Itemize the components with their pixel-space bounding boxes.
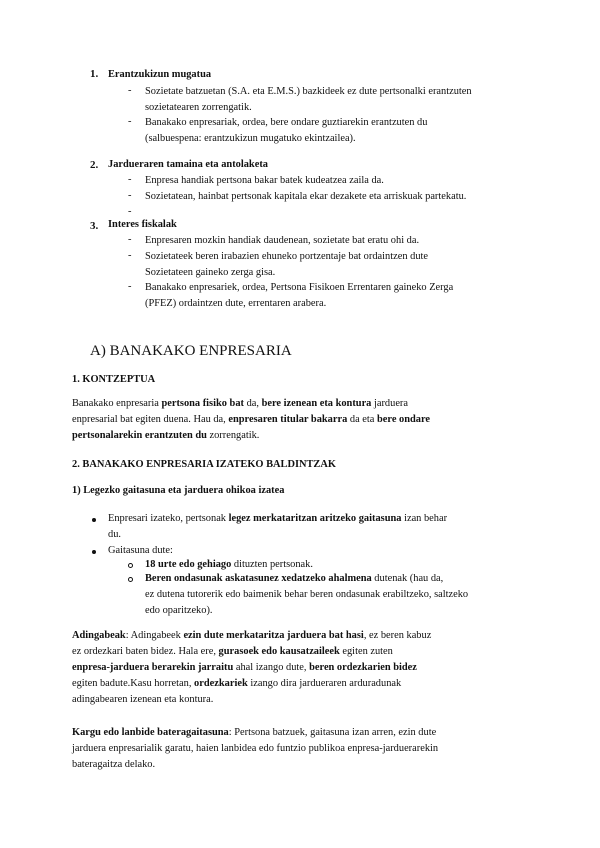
list-item-line: Sozietatean, hainbat pertsonak kapitala ekar dezakete eta arriskuak partekatu. — [145, 191, 467, 202]
adingabeak-label: Adingabeak — [72, 630, 126, 641]
paragraph-line: adingabearen izenean eta kontura. — [72, 694, 214, 705]
text-bold: legez merkataritzan aritzeko gaitasuna — [228, 513, 402, 524]
section-2-title: Jardueraren tamaina eta antolaketa — [108, 159, 268, 170]
bullet-line: Gaitasuna dute: — [108, 545, 173, 556]
text: ez ordezkari baten bidez. Hala ere, — [72, 646, 219, 657]
text: Banakako enpresaria — [72, 398, 162, 409]
kargu-label: Kargu edo lanbide bateragaitasuna — [72, 727, 229, 738]
text-bold: pertsonalarekin erantzuten du — [72, 430, 207, 441]
sub-bullet-line: ez dutena tutorerik edo baimenik behar beren ondasunak erabiltzeko, saltzeko — [145, 589, 469, 600]
text-bold: enpresa-jarduera berarekin jarraitu — [72, 662, 234, 673]
paragraph-line — [72, 396, 408, 412]
paragraph-line: jarduera enpresarialik garatu, haien lanbidea edo funtzio publikoa enpresa-jarduerarekin — [72, 743, 439, 754]
section-1-title: Erantzukizun mugatua — [108, 69, 212, 80]
sub-bullet-line — [145, 571, 443, 587]
section-1-number: 1. — [90, 68, 99, 80]
section-3-title: Interes fiskalak — [108, 219, 177, 230]
paragraph-line — [72, 428, 259, 444]
list-dash: - — [128, 190, 132, 201]
list-dash: - — [128, 85, 132, 96]
list-item-line: Banakako enpresariak, ordea, bere ondare guztiarekin erantzuten du — [145, 117, 428, 128]
bullet-line — [108, 511, 447, 527]
section-3-number: 3. — [90, 220, 99, 232]
text: ahal izango dute, — [233, 662, 310, 673]
bullet-dot — [92, 518, 96, 522]
section-2-number: 2. — [90, 159, 99, 171]
text-bold: bere ondare — [377, 414, 431, 425]
paragraph-line — [72, 644, 393, 660]
paragraph-line — [72, 412, 430, 428]
text: : Pertsona batzuek, gaitasuna izan arren, ezin dute — [228, 727, 437, 738]
text-bold: beren ordezkarien bidez — [309, 662, 417, 673]
text: egiten badute.Kasu horretan, — [72, 678, 195, 689]
text: izan behar — [401, 513, 448, 524]
text-bold: Beren ondasunak askatasunez xedatzeko ahalmena — [145, 573, 372, 584]
text: egiten zuten — [339, 646, 393, 657]
text: jarduera — [371, 398, 409, 409]
text: enpresarial bat egiten duena. Hau da, — [72, 414, 229, 425]
bullet-line: du. — [108, 529, 121, 540]
list-item-line: Enpresaren mozkin handiak daudenean, sozietate bat eratu ohi da. — [145, 235, 420, 246]
text: dutenak (hau da, — [371, 573, 444, 584]
text-bold: ordezkariek — [194, 678, 248, 689]
list-dash: - — [128, 250, 132, 261]
sub-bullet-line: edo oparitzeko). — [145, 605, 213, 616]
text-bold: gurasoek edo kausatzaileek — [218, 646, 340, 657]
list-dash-empty: - — [128, 206, 132, 217]
bullet-circle — [128, 563, 133, 568]
text-bold: enpresaren titular bakarra — [228, 414, 348, 425]
list-dash: - — [128, 174, 132, 185]
text-bold: 18 urte edo gehiago — [145, 559, 232, 570]
text: izango dira jardueraren arduradunak — [247, 678, 402, 689]
list-item-line: (PFEZ) ordaintzen dute, errentaren arabera. — [145, 298, 327, 309]
list-item-line: sozietatearen zorrengatik. — [145, 102, 252, 113]
list-item-line: Banakako enpresariek, ordea, Pertsona Fisikoen Errentaren gaineko Zerga — [145, 282, 454, 293]
list-item-line: (salbuespena: erantzukizun mugatuko ekintzailea). — [145, 133, 356, 144]
paragraph-line — [72, 676, 401, 692]
list-item-line: Enpresa handiak pertsona bakar batek kudeatzea zaila da. — [145, 175, 384, 186]
heading-banakako-enpresaria: A) BANAKAKO ENPRESARIA — [90, 343, 292, 359]
heading-baldintzak: 2. BANAKAKO ENPRESARIA IZATEKO BALDINTZAK — [72, 459, 336, 470]
paragraph-line: bateragaitza delako. — [72, 759, 156, 770]
bullet-circle — [128, 577, 133, 582]
text: zorrengatik. — [206, 430, 260, 441]
bullet-dot — [92, 550, 96, 554]
text: dituzten pertsonak. — [231, 559, 313, 570]
list-item-line: Sozietateek beren irabazien ehuneko portzentaje bat ordaintzen dute — [145, 251, 429, 262]
text-bold: pertsona fisiko bat — [161, 398, 244, 409]
subheading-legezko-gaitasuna: 1) Legezko gaitasuna eta jarduera ohikoa izatea — [72, 485, 285, 496]
paragraph-line — [72, 660, 417, 676]
text: da eta — [347, 414, 378, 425]
list-item-line: Sozietate batzuetan (S.A. eta E.M.S.) bazkideek ez dute pertsonalki erantzuten — [145, 86, 472, 97]
text: Enpresari izateko, pertsonak — [108, 513, 229, 524]
list-dash: - — [128, 234, 132, 245]
text-bold: ezin dute merkataritza jarduera bat hasi — [183, 630, 364, 641]
heading-kontzeptua: 1. KONTZEPTUA — [72, 374, 156, 385]
list-dash: - — [128, 116, 132, 127]
paragraph-line — [72, 725, 436, 741]
list-item-line: Sozietateen gaineko zerga gisa. — [145, 267, 276, 278]
text: , ez beren kabuz — [363, 630, 432, 641]
text: da, — [244, 398, 262, 409]
text-bold: bere izenean eta kontura — [261, 398, 372, 409]
text: : Adingabeek — [125, 630, 184, 641]
list-dash: - — [128, 281, 132, 292]
paragraph-line — [72, 628, 431, 644]
